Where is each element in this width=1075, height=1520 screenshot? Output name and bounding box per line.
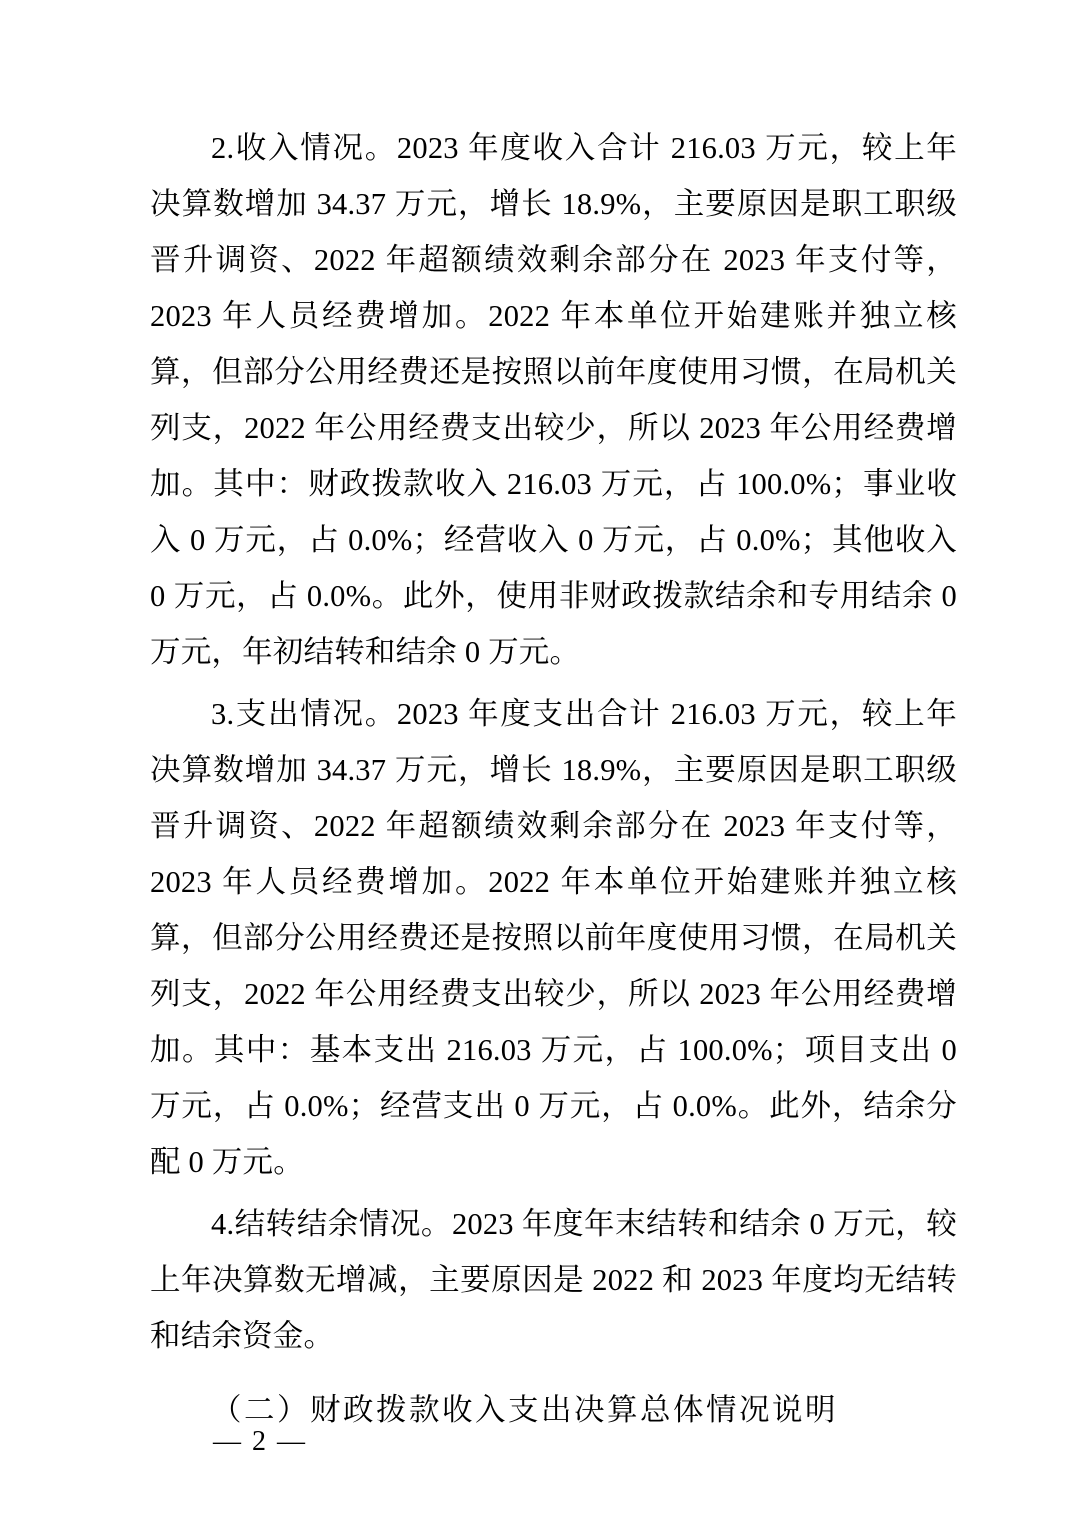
paragraph-expenditure: 3.支出情况。2023 年度支出合计 216.03 万元，较上年决算数增加 34.37 万元，增长 18.9%，主要原因是职工职级晋升调资、2022 年超额绩效剩余部分在 2023 年支付等，2023 年人员经费增加。2022 年本单位开始建账并独立核算，但部分公用经费还是按照以前年度使用习惯，在局机关列支，2022 年公用经费支出较少，所以 2023 年公用经费增加。其中：基本支出 216.03 万元，占 100.0%；项目支出 0 万元，占 0.0%；经营支出 0 万元，占 0.0%。此外，结余分配 0 万元。 [150, 697, 957, 1179]
page-footer [0, 1426, 1075, 1458]
paragraph-carryover: 4.结转结余情况。2023 年度年末结转和结余 0 万元，较上年决算数无增减，主要原因是 2022 和 2023 年度均无结转和结余资金。 [150, 1207, 957, 1353]
page-number: — 2 — [213, 1426, 307, 1457]
section-heading: （二）财政拨款收入支出决算总体情况说明 [211, 1393, 838, 1427]
paragraph-income: 2.收入情况。2023 年度收入合计 216.03 万元，较上年决算数增加 34.37 万元，增长 18.9%，主要原因是职工职级晋升调资、2022 年超额绩效剩余部分在 2023 年支付等，2023 年人员经费增加。2022 年本单位开始建账并独立核算，但部分公用经费还是按照以前年度使用习惯，在局机关列支，2022 年公用经费支出较少，所以 2023 年公用经费增加。其中：财政拨款收入 216.03 万元，占 100.0%；事业收入 0 万元，占 0.0%；经营收入 0 万元，占 0.0%；其他收入 0 万元，占 0.0%。此外，使用非财政拨款结余和专用结余 0 万元，年初结转和结余 0 万元。 [150, 131, 957, 669]
document-body [150, 120, 957, 1438]
